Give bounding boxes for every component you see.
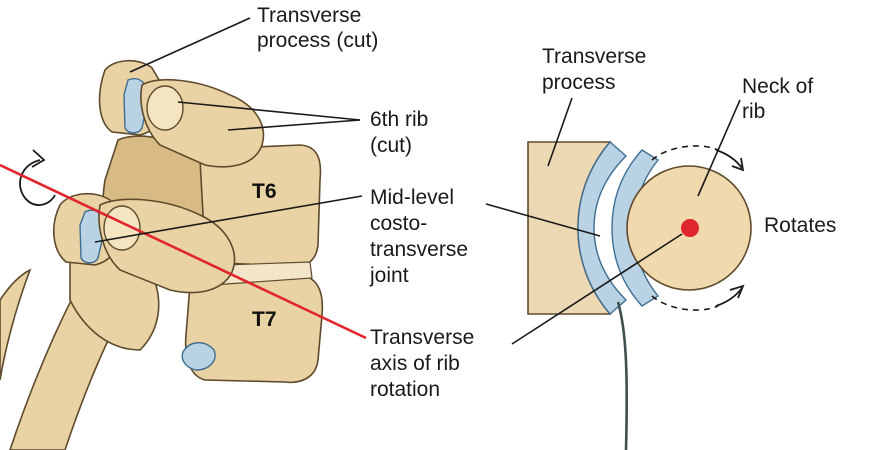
label-sixth-rib-line1: 6th rib [370,108,429,131]
label-schematic-transverse-process [542,45,652,94]
rotation-schematic [486,98,751,450]
label-transverse-process-cut [257,4,378,52]
label-neck-line1: Neck of [742,75,814,98]
sixth-rib-cut-surface [147,86,183,130]
schematic-axis-dot [681,219,699,237]
rotation-arc-top [652,146,718,160]
label-neck-line2: rib [742,100,766,123]
leader-transverse-process-cut [130,18,250,72]
label-mid-level-line2: costo- [370,212,428,235]
rib-shaft-far [0,270,30,380]
t7-label: T7 [252,308,277,331]
label-sixth-rib-cut [370,108,434,157]
label-transverse-axis-line3: rotation [370,378,441,401]
label-mid-level-line4: joint [370,264,409,287]
vertebrae-illustration [0,61,366,450]
label-transverse-process-cut-line2: process (cut) [257,29,379,52]
label-schematic-tp-line1: Transverse [542,45,647,68]
rotation-arc-bottom [652,296,718,310]
label-mid-level-line3: transverse [370,238,469,261]
label-transverse-axis [370,326,480,401]
rotation-arrowhead-icon [32,150,44,167]
schematic-tail-line [618,302,627,450]
label-transverse-process-cut-line1: Transverse [257,4,362,27]
label-neck-of-rib [742,75,819,123]
label-mid-level-line1: Mid-level [370,186,455,209]
label-transverse-axis-line2: axis of rib [370,352,460,375]
label-transverse-axis-line1: Transverse [370,326,475,349]
t7-facet-cartilage [182,343,215,370]
label-sixth-rib-line2: (cut) [370,134,412,157]
t6-label: T6 [252,180,277,203]
rotation-arrow-top-icon [716,150,742,168]
label-schematic-tp-line2: process [542,71,616,94]
label-rotates: Rotates [764,214,837,237]
label-mid-level-joint [369,186,474,287]
